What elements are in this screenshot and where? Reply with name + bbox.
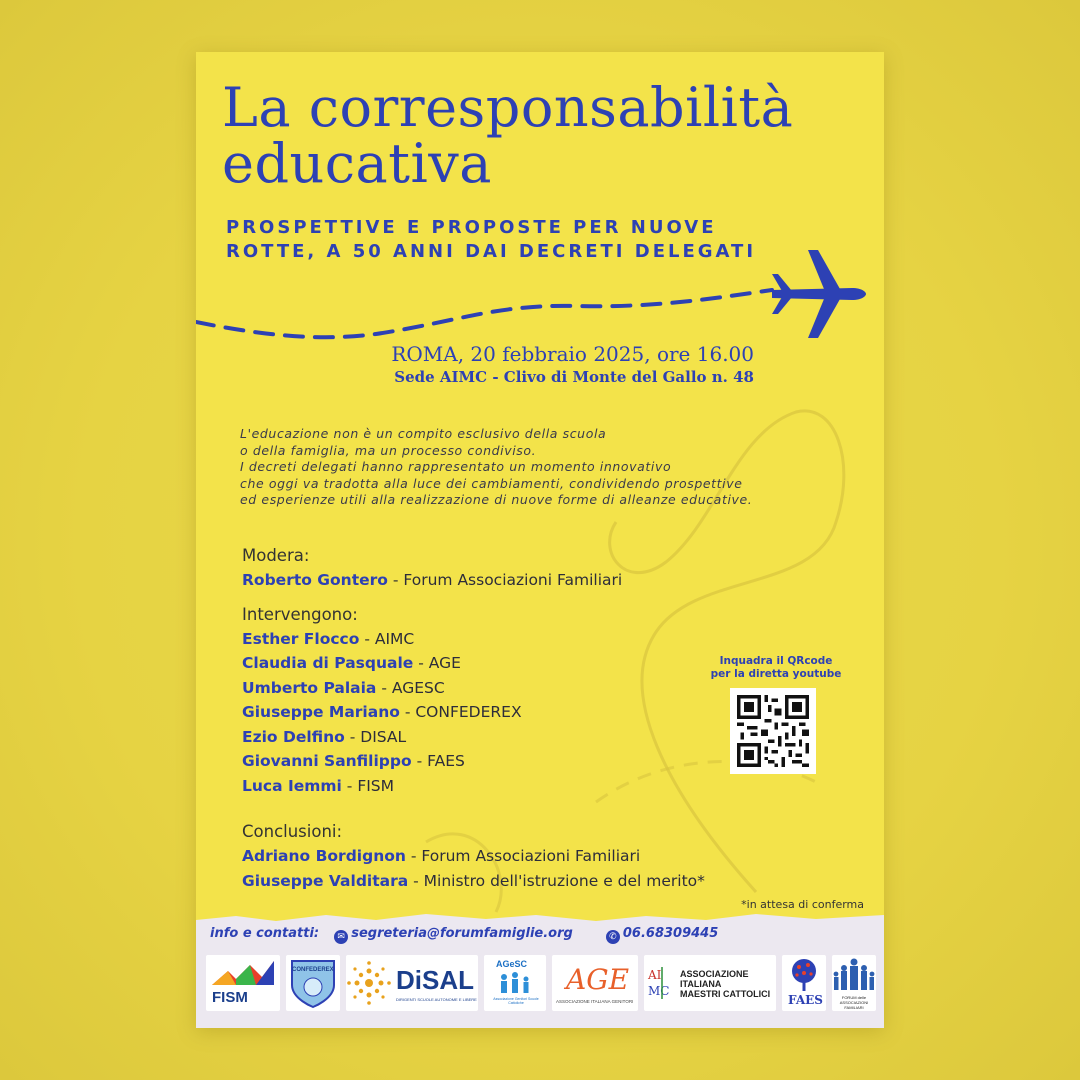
disal-logo	[346, 955, 478, 1011]
contact-info	[210, 926, 718, 944]
person-name: Adriano Bordignon	[242, 847, 406, 865]
envelope-icon: ✉	[334, 930, 348, 944]
person-name: Giuseppe Mariano	[242, 703, 400, 721]
confederex-text: CONFEDEREX	[292, 967, 334, 973]
moderator-label: Modera:	[242, 546, 310, 565]
person-org: FISM	[357, 776, 395, 795]
svg-text:AI: AI	[648, 968, 662, 982]
aimc-logo	[644, 955, 776, 1011]
person-name: Giuseppe Valditara	[242, 871, 409, 890]
speaker-item: Esther Flocco - AIMC	[242, 629, 415, 648]
age-text: AGE	[566, 963, 630, 996]
fism-text: FISM	[212, 989, 248, 1006]
forum-family-icon	[832, 955, 876, 995]
fism-logo	[206, 955, 280, 1011]
svg-text:MC: MC	[648, 984, 670, 998]
speaker-item: Umberto Palaia - AGESC	[242, 678, 445, 697]
confederex-logo	[286, 955, 340, 1011]
speaker-item: Luca Iemmi - FISM	[242, 776, 395, 795]
title-line-1: La corresponsabilità	[222, 76, 794, 139]
contact-email[interactable]: segreteria@forumfamiglie.org	[351, 926, 573, 941]
aimc-mark-icon	[644, 955, 678, 1011]
disal-sun-icon	[346, 955, 392, 1011]
age-logo	[552, 955, 638, 1011]
person-org: Ministro dell'istruzione e del merito*	[423, 871, 705, 890]
contact-phone[interactable]: 06.68309445	[622, 926, 719, 941]
person-org: CONFEDEREX	[415, 703, 522, 721]
person-name: Esther Flocco	[242, 629, 360, 648]
event-poster	[196, 52, 884, 1028]
person-name: Umberto Palaia	[242, 678, 377, 697]
person-name: Giovanni Sanfilippo	[242, 752, 412, 770]
person-name: Roberto Gontero	[242, 571, 388, 589]
confirmation-note: *in attesa di conferma	[741, 898, 864, 911]
subtitle-line-2: ROTTE, A 50 ANNI DAI DECRETI DELEGATI	[226, 241, 757, 262]
qr-caption-line-1: Inquadra il QRcode	[719, 655, 833, 667]
title-line-2: educativa	[222, 132, 492, 195]
person-org: FAES	[427, 752, 465, 770]
event-date: ROMA, 20 febbraio 2025, ore 16.00	[391, 342, 754, 366]
aimc-text-1: ASSOCIAZIONE	[680, 969, 749, 979]
age-subtext: ASSOCIAZIONE ITALIANA GENITORI	[556, 999, 634, 1004]
intro-line: ed esperienze utili alla realizzazione di nuove forme di alleanze educative.	[240, 492, 753, 507]
agesc-logo	[484, 955, 546, 1011]
intro-line: L'educazione non è un compito esclusivo della scuola	[240, 426, 607, 441]
speaker-item: Claudia di Pasquale - AGE	[242, 654, 461, 672]
faes-text: FAES	[788, 993, 823, 1007]
confederex-shield-icon	[286, 955, 340, 1011]
forum-logo	[832, 955, 876, 1011]
disal-text: DiSAL	[396, 965, 474, 995]
speaker-item: Giuseppe Mariano - CONFEDEREX	[242, 703, 522, 721]
conclusions-label: Conclusioni:	[242, 822, 343, 841]
speaker-item: Ezio Delfino - DISAL	[242, 727, 407, 746]
person-org: Forum Associazioni Familiari	[421, 847, 641, 865]
speaker-item: Giovanni Sanfilippo - FAES	[242, 752, 465, 770]
event-venue: Sede AIMC - Clivo di Monte del Gallo n. 48	[394, 368, 754, 386]
airplane-illustration	[196, 242, 884, 352]
qr-code[interactable]	[730, 688, 816, 774]
subtitle-line-1: PROSPETTIVE E PROPOSTE PER NUOVE	[226, 217, 717, 238]
faes-tree-icon	[782, 955, 826, 995]
person-org: AIMC	[374, 629, 415, 648]
dashed-flight-path	[196, 290, 772, 337]
person-org: DISAL	[360, 727, 407, 746]
conclusion-item: Giuseppe Valditara - Ministro dell'istruzione e del merito*	[242, 871, 705, 890]
page-title	[222, 76, 872, 195]
qr-caption-line-2: per la diretta youtube	[710, 668, 842, 680]
person-org: AGE	[428, 654, 461, 672]
speakers-label: Intervengono:	[242, 604, 358, 624]
forum-subtext: FORUM delle ASSOCIAZIONI FAMILIARI	[839, 995, 869, 1010]
event-details	[391, 342, 754, 386]
faes-logo	[782, 955, 826, 1011]
qr-code-icon	[730, 688, 816, 774]
intro-line: I decreti delegati hanno rappresentato un momento innovativo	[240, 459, 672, 474]
airplane-icon	[772, 250, 866, 338]
contact-label: info e contatti:	[210, 926, 320, 941]
moderator-item: Roberto Gontero - Forum Associazioni Familiari	[242, 571, 623, 589]
agesc-subtext: Associazione Genitori Scuole Cattoliche	[493, 997, 539, 1005]
disal-subtext: DIRIGENTI SCUOLE AUTONOME E LIBERE	[396, 997, 477, 1002]
intro-text	[240, 426, 850, 509]
agesc-text: AGeSC	[496, 959, 528, 969]
intro-line: che oggi va tradotta alla luce dei cambiamenti, condividendo prospettive	[240, 475, 743, 491]
phone-icon: ✆	[606, 930, 620, 944]
conclusion-item: Adriano Bordignon - Forum Associazioni Familiari	[242, 847, 641, 865]
person-name: Luca Iemmi	[242, 776, 342, 795]
aimc-text-3: MAESTRI CATTOLICI	[680, 989, 771, 999]
program-list	[242, 544, 712, 893]
aimc-text-2: ITALIANA	[680, 979, 722, 989]
person-name: Ezio Delfino	[242, 727, 345, 746]
person-org: Forum Associazioni Familiari	[403, 571, 623, 589]
qr-caption	[706, 655, 846, 681]
person-name: Claudia di Pasquale	[242, 654, 414, 672]
person-org: AGESC	[391, 678, 445, 697]
partner-logos	[206, 955, 876, 1013]
intro-line: o della famiglia, ma un processo condiviso.	[240, 442, 537, 458]
